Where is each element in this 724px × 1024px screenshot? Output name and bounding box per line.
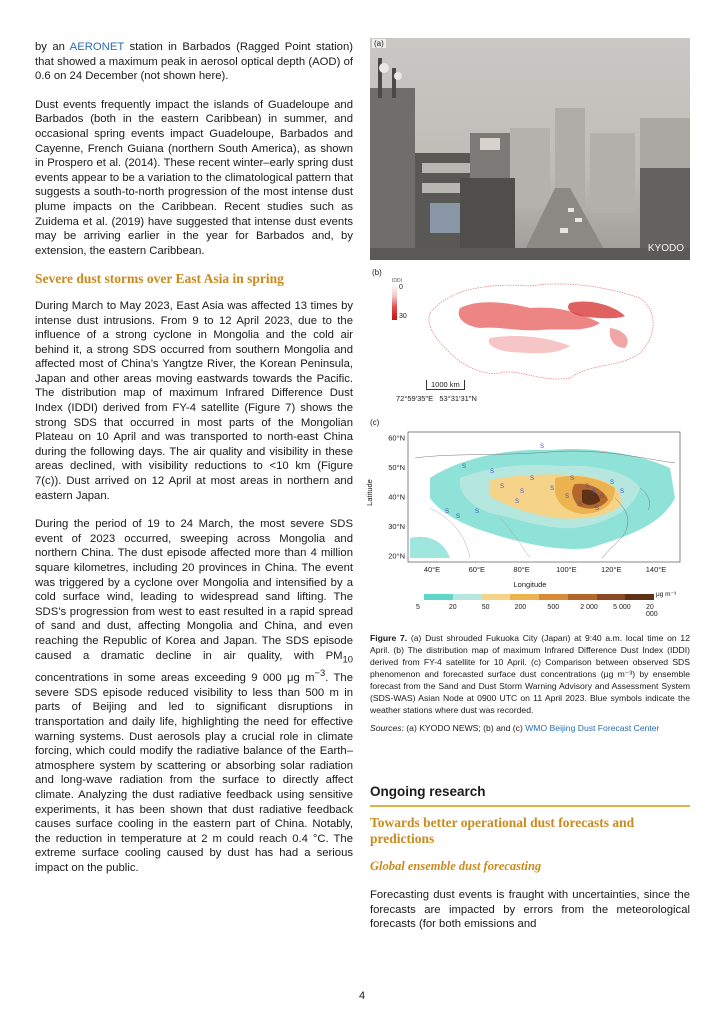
station-symbol: S bbox=[462, 464, 467, 470]
station-symbol: S bbox=[475, 509, 480, 515]
lon-tick-label: 120°E bbox=[600, 565, 622, 574]
colorbar-segment bbox=[625, 594, 654, 600]
paragraph-caribbean: Dust events frequently impact the islands of Guadeloupe and Barbados (both in the eastern Caribbean) in summer, and occasional spring events impact Guadeloupe, Barbados and Cayenne, French Guiana (northern South America), as shown in Prospero et al. (2014). These recent winter–early spring dust events appear to be a variation to the climatological pattern that suggests a south-to-north progression of the most intense dust plume impacts on the Caribbean. Recent studies such as Zuidema et al. (2019) have suggested that intense dust events may be arriving earlier in the year for Barbados and, by extension, the eastern Caribbean. bbox=[35, 98, 353, 257]
heading-forecasts: Towards better operational dust forecasts and predictions bbox=[370, 815, 635, 846]
colorbar-tick-label: 20 000 bbox=[646, 604, 658, 618]
station-symbol: S bbox=[578, 502, 583, 508]
colorbar-segment bbox=[482, 594, 511, 600]
station-symbol: S bbox=[490, 469, 495, 475]
colorbar-segment bbox=[453, 594, 482, 600]
caption-label: Figure 7. bbox=[370, 633, 408, 643]
station-symbol: S bbox=[600, 494, 605, 500]
lat-tick-label: 60°N bbox=[388, 433, 405, 443]
lon-tick-label: 140°E bbox=[645, 565, 667, 574]
right-column bbox=[370, 784, 690, 932]
lat-tick-label: 50°N bbox=[388, 463, 405, 472]
section-heading-east-asia: Severe dust storms over East Asia in spring bbox=[35, 271, 284, 287]
iddi-map bbox=[370, 268, 690, 414]
concentration-colorbar bbox=[424, 594, 654, 600]
colorbar-segment bbox=[568, 594, 597, 600]
station-symbol: S bbox=[456, 514, 461, 520]
colorbar-segment bbox=[597, 594, 626, 600]
station-symbol: S bbox=[500, 484, 505, 490]
colorbar-tick-label: 500 bbox=[547, 604, 560, 611]
station-symbol: S bbox=[550, 486, 555, 492]
colorbar-segment bbox=[510, 594, 539, 600]
lat-tick-label: 40°N bbox=[388, 492, 405, 502]
forecast-map bbox=[364, 418, 690, 622]
station-symbol: S bbox=[585, 484, 590, 490]
station-symbol: S bbox=[530, 476, 535, 482]
panel-label-b: (b) bbox=[372, 268, 382, 277]
colorbar-tick-label: 2 000 bbox=[580, 604, 598, 611]
colorbar-tick-label: 20 bbox=[448, 604, 457, 611]
forecast-map-plot bbox=[370, 418, 690, 622]
aeronet-link[interactable]: AERONET bbox=[69, 41, 125, 53]
lon-tick-label: 100°E bbox=[556, 565, 577, 574]
lat-tick-label: 20°N bbox=[388, 551, 405, 561]
coord-longitude: 72°59′35″E bbox=[396, 394, 434, 403]
station-symbol: S bbox=[515, 499, 520, 505]
subheading-ensemble: Global ensemble dust forecasting bbox=[370, 859, 542, 873]
paragraph-march-may: During March to May 2023, East Asia was affected 13 times by intense dust intrusions. From 9 to 12 April 2023, due to the influence of a strong cyclone in Mongolia and the cold air behind it, a strong SDS occurred from southern Mongolia and affected most of China’s Yangtze River, the Korean Peninsula, Japan and other areas moving eastwards towards the Pacific. The distribution map of maximum Infrared Difference Dust Index (IDDI) derived from FY-4 satellite (Figure 7) shows the strong SDS that occurred in most parts of the Mongolian Plateau on 10 April and was transported to north-east China during the following days. The air quality and visibility in these areas declined, with visibility reductions to <10 km (Figure 7(c)). Dust arrived on 12 April at most areas in northern and eastern Japan. bbox=[35, 299, 353, 502]
station-symbol: S bbox=[570, 476, 575, 482]
station-symbol: S bbox=[565, 494, 570, 500]
page-number: 4 bbox=[358, 990, 366, 1002]
station-symbol: S bbox=[610, 480, 615, 486]
figure-caption bbox=[370, 632, 690, 734]
colorbar-tick-label: 50 bbox=[481, 604, 490, 611]
lon-tick-label: 80°E bbox=[513, 565, 530, 574]
station-symbol: S bbox=[445, 509, 450, 515]
station-symbol: S bbox=[620, 489, 625, 495]
iddi-legend-unit: IDDI bbox=[392, 278, 402, 284]
coord-latitude: 53°31′31″N bbox=[439, 394, 477, 403]
photo-fukuoka-dust bbox=[370, 38, 690, 260]
paragraph-aeronet: by an AERONET station in Barbados (Ragged Point station) that showed a maximum peak in aerosol optical depth (AOD) of 0.6 on 24 December (not shown here). bbox=[35, 41, 353, 83]
station-symbol: S bbox=[540, 444, 545, 450]
colorbar-tick-label: 200 bbox=[514, 604, 527, 611]
scale-bar: 1000 km bbox=[426, 380, 465, 390]
station-symbol: S bbox=[592, 489, 597, 495]
iddi-legend-min: 0 bbox=[399, 284, 403, 291]
photo-watermark: KYODO bbox=[647, 243, 684, 254]
colorbar-ticks bbox=[416, 604, 658, 618]
lon-tick-label: 60°E bbox=[468, 565, 485, 574]
figure-sources: Sources: (a) KYODO NEWS; (b) and (c) WMO Beijing Dust Forecast Center bbox=[370, 723, 660, 733]
left-column bbox=[35, 40, 353, 889]
colorbar-tick-label: 5 bbox=[416, 604, 420, 611]
paragraph-march-event: During the period of 19 to 24 March, the most severe SDS event of 2023 occurred, sweeping across Mongolia and northern China. The dust episode affected more than 4 million square kilometres, including 20 provinces in China. The event was triggered by a cyclone over Mongolia and intensified by a cold surface wind, leading to widespread sand lifting. The SDS’s progression from west to east resulted in a rapid spread of sand and dust, affecting Mongolia and China, and even reaching the Republic of Korea and Japan. The SDS episode caused a dramatic decline in air quality, with $PM_{10}$ concentrations in some areas exceeding 9 000 μg $m^{-3}$. The severe SDS episode reduced visibility to less than 500 m in parts of Beijing and led to significant disruptions in transportation and daily life, highlighting the need for effective warning systems. Dust aerosols play a crucial role in climate forcing, which could modify the radiative balance of the Earth–atmosphere system by scattering or absorbing solar radiation and long-wave radiation from the surface to directly affect climate. Analyzing the dust radiative feedback using sensitive experiments, it has been shown that dust radiative feedback causes surface cooling in the eastern part of China. Notably, the reduction in temperature at 2 m could reach 0.4 °C. The extreme surface cooling caused by dust has had a serious impact on the public. bbox=[35, 518, 353, 874]
iddi-legend-max: 30 bbox=[399, 313, 407, 320]
x-axis-label: Longitude bbox=[513, 580, 547, 589]
y-axis-label: Latitude bbox=[364, 479, 374, 506]
caption-text: (a) Dust shrouded Fukuoka City (Japan) at 9:40 a.m. local time on 12 April. (b) The distribution map of maximum Infrared Difference Dust Index (IDDI) derived from FY-4 satellite for 10 April. (c) Comparison between observed SDS phenomenon and forecasted surface dust concentrations (μg m⁻³) by ensemble forecast from the Sand and Dust Storm Warning Advisory and Assessment System (SDS-WAS) Asian Node at 0900 UTC on 11 April 2023. Blue symbols indicate the weather stations where dust was recorded. bbox=[370, 633, 690, 715]
colorbar-segment bbox=[424, 594, 453, 600]
wmo-beijing-link[interactable]: WMO Beijing Dust Forecast Center bbox=[525, 723, 660, 733]
station-symbol: S bbox=[520, 489, 525, 495]
colorbar-unit: μg m⁻³ bbox=[656, 591, 677, 598]
station-symbol: S bbox=[595, 506, 600, 512]
panel-label-a: (a) bbox=[374, 39, 384, 48]
lat-tick-label: 30°N bbox=[388, 522, 405, 531]
section-title-ongoing-research: Ongoing research bbox=[370, 784, 690, 807]
iddi-map-plot bbox=[370, 268, 690, 388]
paragraph-forecasting: Forecasting dust events is fraught with uncertainties, since the forecasts are impacted by errors from the meteorological forecasts (for both emissions and bbox=[370, 889, 690, 931]
lon-tick-label: 40°E bbox=[423, 565, 441, 574]
colorbar-segment bbox=[539, 594, 568, 600]
panel-label-c: (c) bbox=[370, 418, 380, 427]
colorbar-tick-label: 5 000 bbox=[613, 604, 631, 611]
